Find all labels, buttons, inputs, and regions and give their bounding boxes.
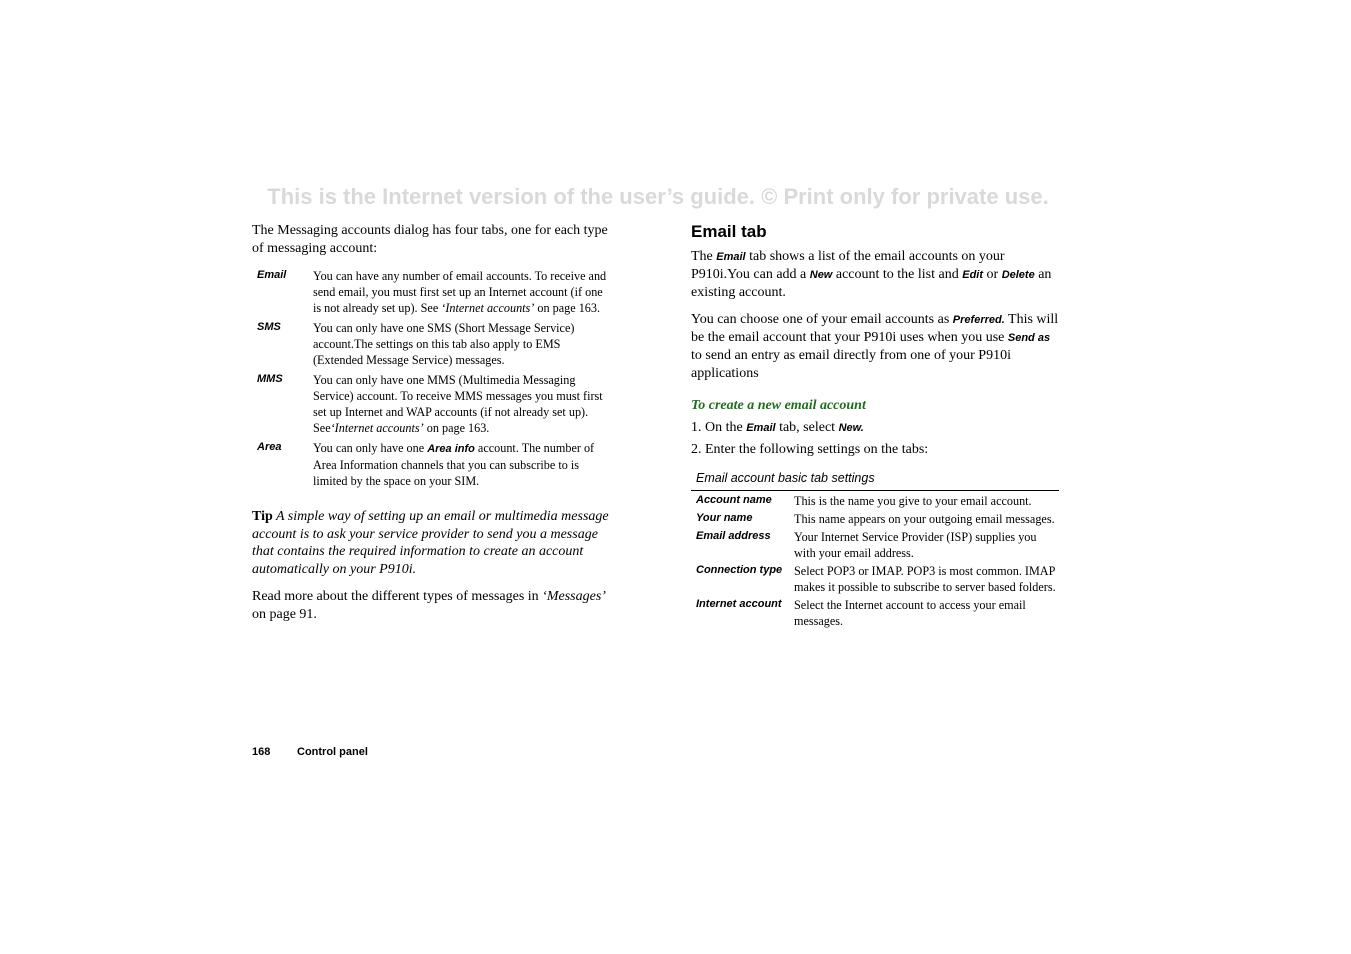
section-heading: Email tab	[691, 222, 767, 241]
ui-term: Delete	[1001, 269, 1035, 281]
desc-text: on page 163.	[423, 421, 490, 435]
desc-text: You can only have one	[313, 441, 428, 455]
text: 1. On the	[691, 420, 747, 435]
setting-name: Email address	[696, 530, 771, 542]
text: an existing account.	[691, 267, 1052, 300]
page-footer	[252, 746, 368, 758]
text: to send an entry as email directly from one of your P910i applications	[691, 348, 1011, 381]
procedure-steps	[691, 419, 1061, 459]
cross-reference: ‘Messages’	[542, 588, 606, 604]
setting-name: Connection type	[696, 564, 783, 576]
setting-desc: Your Internet Service Provider (ISP) supplies you with your email address.	[794, 530, 1037, 560]
preferred-paragraph	[691, 311, 1061, 383]
cross-reference: ‘Internet accounts’	[441, 301, 535, 315]
read-more-text: on page 91.	[252, 606, 317, 622]
ui-term: Email	[716, 251, 746, 263]
account-term: Email	[257, 269, 287, 281]
table-row	[691, 561, 1059, 595]
desc-text: You can only have one MMS (Multimedia Messaging Service) account. To receive MMS messages you must first set up Internet and WAP accounts (if not already set up). See	[313, 373, 603, 435]
watermark: This is the Internet version of the user’s guide. © Print only for private use.	[267, 184, 1049, 209]
table-row	[691, 491, 1059, 509]
ui-term: Area info	[427, 443, 475, 455]
ui-term: Email	[746, 422, 776, 434]
account-desc: You can only have one SMS (Short Message Service) account.The settings on this tab also apply to EMS (Extended Message Service) messages.	[313, 321, 575, 367]
text: This will be the email account that your P910i uses when you use	[691, 312, 1059, 345]
intro-paragraph: The Messaging accounts dialog has four tabs, one for each type of messaging account:	[252, 223, 608, 256]
read-more-paragraph	[252, 588, 622, 624]
setting-desc: Select the Internet account to access your email messages.	[794, 598, 1026, 628]
ui-term: New	[809, 269, 833, 281]
text: You can choose one of your email accounts as	[691, 312, 953, 327]
text: account to the list and	[832, 267, 963, 282]
account-desc	[313, 440, 608, 489]
ui-term: Edit	[962, 269, 984, 281]
text: tab, select	[775, 420, 839, 435]
ui-term: Send as	[1007, 332, 1051, 344]
desc-text: account. The number of Area Information channels that you can subscribe to is limited by the space on your SIM.	[313, 441, 595, 488]
table-row	[691, 509, 1059, 527]
text: or	[983, 267, 1002, 282]
account-type-area	[252, 440, 622, 489]
tip-label: Tip	[252, 509, 273, 524]
text: tab shows a list of the email accounts on your P910i.You can add a	[691, 249, 1005, 282]
settings-table	[691, 490, 1059, 629]
table-row	[691, 527, 1059, 561]
table-row	[691, 595, 1059, 629]
cross-reference: ‘Internet accounts’	[330, 421, 424, 435]
ui-term: New.	[838, 422, 864, 434]
email-tab-paragraph	[691, 248, 1061, 302]
procedure-title: To create a new email account	[691, 398, 866, 413]
step-1	[691, 419, 1061, 437]
left-column	[252, 222, 622, 624]
tip-text: A simple way of setting up an email or multimedia message account is to ask your service provider to send you a message that contains the required information to create an account automatically on your P910i.	[252, 509, 609, 578]
account-type-sms	[252, 320, 622, 368]
step-2: 2. Enter the following settings on the tabs:	[691, 442, 929, 457]
desc-text: You can have any number of email accounts. To receive and send email, you must first set up an Internet account (if one is not already set up). See	[313, 269, 607, 315]
setting-name: Internet account	[696, 598, 782, 610]
tip-paragraph	[252, 508, 622, 579]
read-more-text: Read more about the different types of messages in	[252, 588, 543, 604]
page-number: 168	[252, 746, 271, 758]
desc-text: on page 163.	[534, 301, 601, 315]
footer-section: Control panel	[297, 746, 368, 758]
setting-desc: Select POP3 or IMAP. POP3 is most common. IMAP makes it possible to subscribe to server based folders.	[794, 564, 1056, 594]
account-desc	[313, 268, 608, 316]
setting-desc: This is the name you give to your email account.	[794, 494, 1032, 508]
setting-name: Your name	[696, 512, 753, 524]
setting-desc: This name appears on your outgoing email messages.	[794, 512, 1055, 526]
right-column	[691, 222, 1061, 629]
account-term: SMS	[257, 321, 281, 333]
account-desc	[313, 372, 608, 436]
account-types-list	[252, 268, 622, 489]
account-term: Area	[257, 441, 282, 453]
account-type-email	[252, 268, 622, 316]
setting-name: Account name	[696, 494, 772, 506]
account-term: MMS	[257, 373, 283, 385]
text: The	[691, 249, 717, 264]
ui-term: Preferred.	[952, 314, 1005, 326]
table-caption: Email account basic tab settings	[696, 471, 875, 485]
account-type-mms	[252, 372, 622, 436]
